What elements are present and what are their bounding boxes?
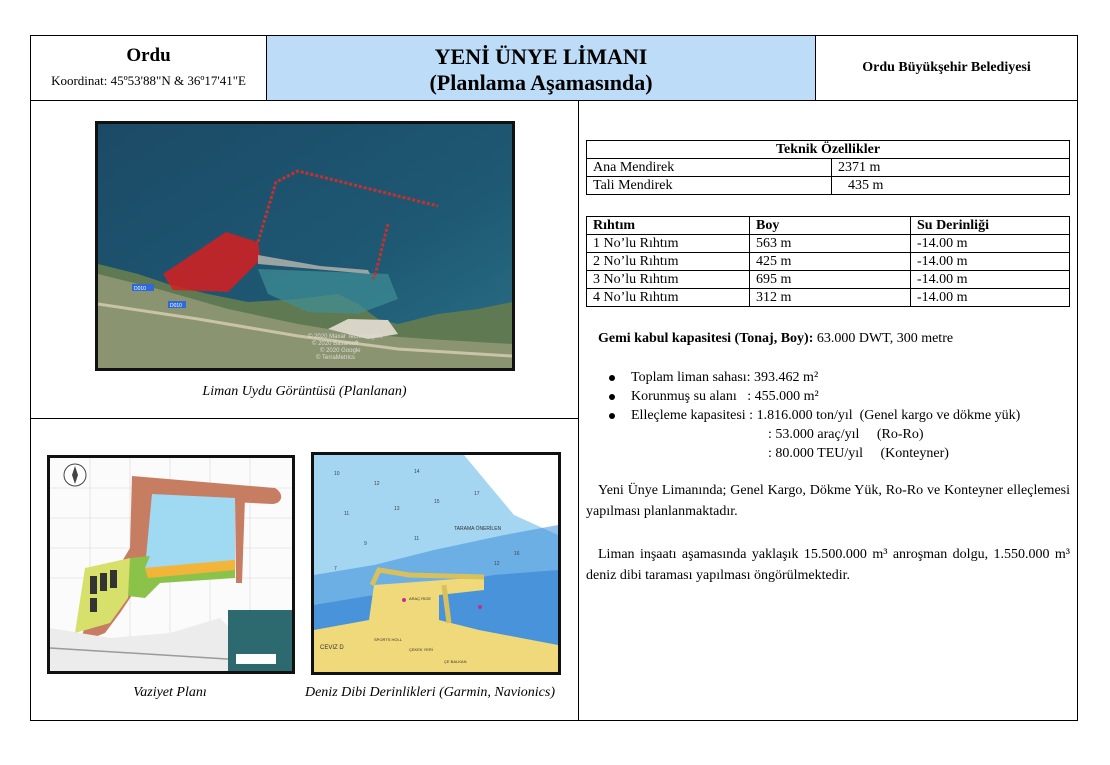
satellite-caption: Liman Uydu Görüntüsü (Planlanan) <box>202 384 407 399</box>
ship-capacity-value: 63.000 DWT, 300 metre <box>816 331 954 346</box>
svg-text:13: 13 <box>394 506 400 512</box>
svg-text:10: 10 <box>334 471 340 477</box>
berth-depth: -14.00 m <box>911 289 1070 307</box>
ship-capacity <box>598 331 953 347</box>
table-row <box>587 159 1070 177</box>
table-row <box>587 235 1070 253</box>
title-line-1: YENİ ÜNYE LİMANI <box>434 44 648 69</box>
road-sign-label-1: D010 <box>134 286 146 292</box>
berth-name: 2 No’lu Rıhtım <box>587 253 750 271</box>
copyright-1: © 2020 Maxar Technologies <box>308 334 383 340</box>
total-area: Toplam liman sahası: 393.462 m² <box>631 370 819 385</box>
coordinates: Koordinat: 45º53'88"N & 36º17'41"E <box>51 73 246 88</box>
bullet-icon <box>609 375 615 381</box>
left-row-divider <box>30 418 578 419</box>
body-col-divider <box>578 100 579 721</box>
city-name: Ordu <box>126 45 171 66</box>
depth-chart-svg <box>314 455 558 672</box>
depth-chart-caption: Deniz Dibi Derinlikleri (Garmin, Navionics) <box>304 685 556 700</box>
berth-depth: -14.00 m <box>911 271 1070 289</box>
handling-roro: : 53.000 araç/yıl (Ro-Ro) <box>768 427 924 442</box>
handling-container: : 80.000 TEU/yıl (Konteyner) <box>768 446 949 461</box>
harbor-basin <box>145 494 235 568</box>
header-city-cell <box>31 36 266 100</box>
page-title <box>267 36 815 100</box>
berths-header-depth: Su Derinliği <box>911 217 1070 235</box>
list-item <box>609 368 1074 387</box>
bullet-list <box>609 368 1074 463</box>
cargo-yard <box>75 558 130 633</box>
list-item <box>609 387 1074 406</box>
paragraph-construction: Liman inşaatı aşamasında yaklaşık 15.500.000 m³ anroşman dolgu, 1.550.000 m³ deniz dibi taraması yapılması öngörülmektedir. <box>586 547 1070 583</box>
technical-name-2: Tali Mendirek <box>587 177 832 195</box>
copyright-3: © 2020 Google <box>320 348 361 354</box>
satellite-image <box>95 121 515 371</box>
technical-specs <box>586 140 1070 195</box>
berths-table <box>586 216 1070 307</box>
svg-text:17: 17 <box>474 491 480 497</box>
marker-1 <box>402 598 406 602</box>
organization-name: Ordu Büyükşehir Belediyesi <box>862 60 1031 75</box>
svg-text:11: 11 <box>414 536 420 542</box>
handling-capacity: Elleçleme kapasitesi : 1.816.000 ton/yıl (Genel kargo ve dökme yük) <box>631 408 1021 423</box>
berth-length: 425 m <box>750 253 911 271</box>
title-line-2: (Planlama Aşamasında) <box>429 70 653 95</box>
depth-chart-image <box>311 452 561 675</box>
table-row <box>587 289 1070 307</box>
table-row <box>587 177 1070 195</box>
svg-text:11: 11 <box>344 511 350 517</box>
technical-value-1: 2371 m <box>832 159 1070 177</box>
technical-value-2: 435 m <box>832 177 1070 195</box>
copyright-4: © TerraMetrics <box>316 355 355 361</box>
table-row <box>587 271 1070 289</box>
secondary-pier <box>235 498 245 583</box>
place-label-2: SPORTS HOLL <box>374 637 402 642</box>
list-item <box>609 406 1074 425</box>
paragraph-cargo: Yeni Ünye Limanında; Genel Kargo, Dökme Yük, Ro-Ro ve Konteyner elleçlemesi yapılması planlanmaktadır. <box>586 483 1070 519</box>
site-plan-caption: Vaziyet Planı <box>133 685 207 700</box>
berth-length: 695 m <box>750 271 911 289</box>
berths-header-length: Boy <box>750 217 911 235</box>
inset-scale <box>236 654 276 664</box>
svg-text:15: 15 <box>434 499 440 505</box>
svg-text:12: 12 <box>494 561 500 567</box>
svg-text:16: 16 <box>514 551 520 557</box>
bullet-icon <box>609 413 615 419</box>
table-row <box>587 253 1070 271</box>
place-label-1: ARAÇ RIGE <box>409 596 432 601</box>
technical-name-1: Ana Mendirek <box>587 159 832 177</box>
dredging-area-label: TARAMA ÖNERİLEN <box>454 526 502 532</box>
place-label-4: ÇE BALKAN <box>444 659 467 664</box>
berth-length: 312 m <box>750 289 911 307</box>
berths-section <box>586 216 1070 307</box>
road-sign-label-2: D010 <box>170 303 182 309</box>
berth-name: 4 No’lu Rıhtım <box>587 289 750 307</box>
berth-depth: -14.00 m <box>911 235 1070 253</box>
ship-capacity-label: Gemi kabul kapasitesi (Tonaj, Boy): <box>598 331 814 346</box>
protected-water: Korunmuş su alanı : 455.000 m² <box>631 389 819 404</box>
satellite-svg <box>98 124 512 368</box>
berth-length: 563 m <box>750 235 911 253</box>
technical-title: Teknik Özellikler <box>587 141 1070 159</box>
berths-header-name: Rıhtım <box>587 217 750 235</box>
berth-name: 1 No’lu Rıhtım <box>587 235 750 253</box>
site-plan-svg <box>50 458 292 671</box>
place-label-3: ÇEKEK YERİ <box>409 647 433 652</box>
bullet-icon <box>609 394 615 400</box>
district-label: CEVIZ D <box>320 645 344 651</box>
svg-text:7: 7 <box>334 566 337 572</box>
svg-text:9: 9 <box>364 541 367 547</box>
berths-header-row <box>587 217 1070 235</box>
copyright-2: © 2020 Basarsoft <box>312 341 359 347</box>
marker-2 <box>478 605 482 609</box>
svg-text:14: 14 <box>414 469 420 475</box>
svg-text:12: 12 <box>374 481 380 487</box>
site-plan-image <box>47 455 295 674</box>
header-divider <box>30 100 1078 101</box>
berth-name: 3 No’lu Rıhtım <box>587 271 750 289</box>
technical-table <box>586 140 1070 195</box>
berth-depth: -14.00 m <box>911 253 1070 271</box>
